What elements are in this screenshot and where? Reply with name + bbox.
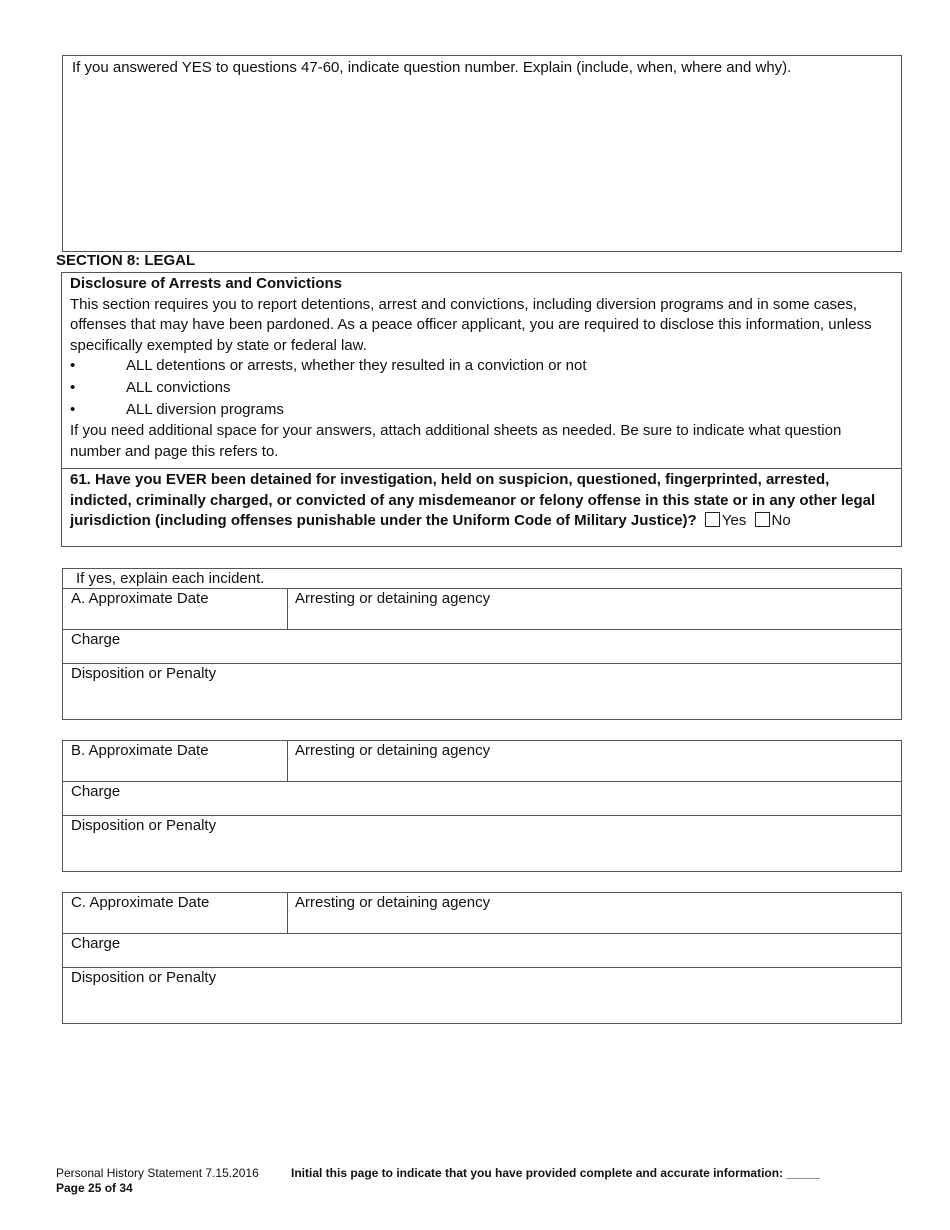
approximate-date-field[interactable]: C. Approximate Date (71, 894, 210, 911)
page-number: Page 25 of 34 (56, 1181, 133, 1195)
charge-field[interactable]: Charge (71, 631, 121, 648)
no-label: No (771, 512, 791, 529)
bullet-item (70, 378, 890, 400)
bullet-item (70, 356, 890, 378)
divider (287, 893, 288, 934)
section-title: SECTION 8: LEGAL (56, 252, 196, 269)
divider (287, 588, 288, 629)
explanation-prompt: If you answered YES to questions 47-60, indicate question number. Explain (include, when, where and why). (72, 59, 792, 76)
disposition-field[interactable]: Disposition or Penalty (71, 665, 217, 682)
incident-header: If yes, explain each incident. (76, 570, 265, 587)
approximate-date-field[interactable]: A. Approximate Date (71, 590, 209, 607)
footer-left (56, 1166, 259, 1196)
agency-field[interactable]: Arresting or detaining agency (295, 894, 491, 911)
incident-table-c (62, 892, 902, 1024)
yes-label: Yes (721, 512, 747, 529)
charge-field[interactable]: Charge (71, 783, 121, 800)
bullet-text: ALL detentions or arrests, whether they resulted in a conviction or not (126, 357, 587, 374)
bullet-icon: • (70, 378, 76, 396)
explanation-box-47-60[interactable] (62, 55, 902, 252)
bullet-text: ALL convictions (126, 378, 231, 396)
disposition-field[interactable]: Disposition or Penalty (71, 817, 217, 834)
additional-space-note: If you need additional space for your answers, attach additional sheets as needed. Be sure to indicate what question number and page this refers to. (70, 422, 842, 460)
approximate-date-field[interactable]: B. Approximate Date (71, 742, 209, 759)
question-61-text: 61. Have you EVER been detained for investigation, held on suspicion, questioned, fingerprinted, arrested, indicted, criminally charged, or convicted of any misdemeanor or felony offense in this state or in any other legal jurisdiction (including offenses punishable under the Uniform Code of Military Justice)? (70, 471, 876, 529)
bullet-icon: • (70, 357, 76, 374)
bullet-text: ALL diversion programs (126, 400, 284, 418)
disclosure-intro: This section requires you to report detentions, arrest and convictions, including diversion programs and in some cases, offenses that may have been pardoned. As a peace officer applicant, you are required to disclose this information, unless specifically exempted by state or federal law. (70, 295, 872, 354)
question-61 (70, 470, 894, 532)
bullet-icon: • (70, 400, 76, 418)
divider (287, 741, 288, 782)
incident-table-a (62, 568, 902, 720)
incident-table-b (62, 740, 902, 872)
charge-field[interactable]: Charge (71, 935, 121, 952)
disposition-field[interactable]: Disposition or Penalty (71, 969, 217, 986)
form-name: Personal History Statement 7.15.2016 (56, 1166, 259, 1180)
divider (62, 468, 901, 469)
bullet-item (70, 400, 890, 422)
no-checkbox[interactable] (755, 512, 770, 527)
yes-checkbox[interactable] (705, 512, 720, 527)
legal-disclosure-box (61, 272, 902, 547)
agency-field[interactable]: Arresting or detaining agency (295, 742, 491, 759)
initial-prompt[interactable]: Initial this page to indicate that you have provided complete and accurate information: _____ (291, 1166, 820, 1180)
disclosure-heading: Disclosure of Arrests and Convictions (70, 275, 343, 292)
agency-field[interactable]: Arresting or detaining agency (295, 590, 491, 607)
